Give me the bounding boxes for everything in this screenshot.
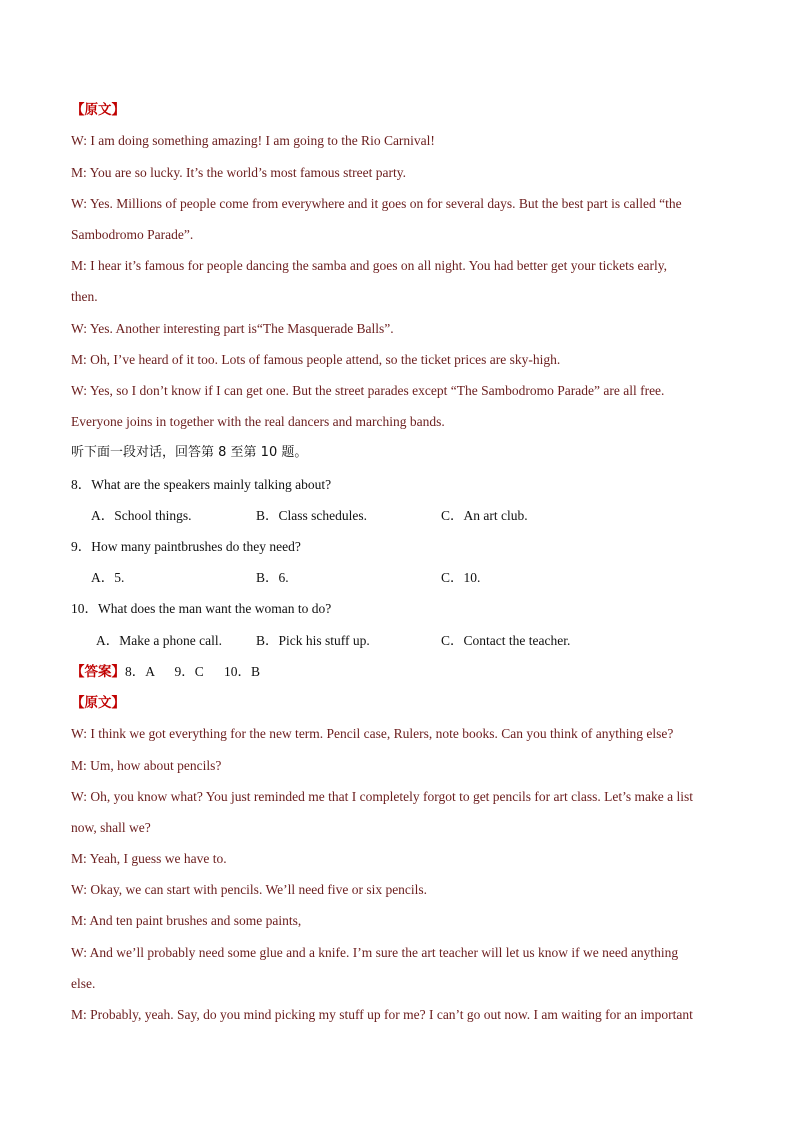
listening-instruction: 听下面一段对话，回答第 8 至第 10 题。 bbox=[71, 445, 308, 460]
question-9-option-c: C．10. bbox=[441, 570, 481, 585]
transcript-line: M: You are so lucky. It’s the world’s most famous street party. bbox=[71, 165, 406, 180]
transcript-line: M: I hear it’s famous for people dancing the samba and goes on all night. You had better get your tickets early, bbox=[71, 258, 667, 273]
transcript-line: W: Okay, we can start with pencils. We’ll need five or six pencils. bbox=[71, 882, 428, 897]
question-10-stem: 10．What does the man want the woman to do? bbox=[71, 601, 332, 616]
question-8-stem: 8．What are the speakers mainly talking about? bbox=[71, 477, 332, 492]
transcript-line: W: I think we got everything for the new term. Pencil case, Rulers, note books. Can you think of anything else? bbox=[71, 726, 674, 741]
question-10-option-c: C．Contact the teacher. bbox=[441, 633, 571, 648]
transcript-line: else. bbox=[71, 976, 96, 991]
answer-line bbox=[71, 663, 260, 681]
transcript-line: W: I am doing something amazing! I am going to the Rio Carnival! bbox=[71, 133, 435, 148]
answer-text: 8．A 9．C 10．B bbox=[125, 664, 261, 679]
question-9-option-b: B．6. bbox=[256, 570, 289, 585]
question-8-option-b: B．Class schedules. bbox=[256, 508, 367, 523]
question-9-stem: 9．How many paintbrushes do they need? bbox=[71, 539, 301, 554]
transcript-line: W: Yes. Another interesting part is“The Masquerade Balls”. bbox=[71, 321, 394, 336]
transcript-line: now, shall we? bbox=[71, 820, 151, 835]
transcript-line: then. bbox=[71, 289, 98, 304]
section2-heading: 【原文】 bbox=[71, 695, 125, 711]
transcript-line: M: Probably, yeah. Say, do you mind picking my stuff up for me? I can’t go out now. I am waiting for an important bbox=[71, 1007, 693, 1022]
transcript-line: W: Yes. Millions of people come from everywhere and it goes on for several days. But the best part is called “the bbox=[71, 196, 682, 211]
transcript-line: M: Yeah, I guess we have to. bbox=[71, 851, 227, 866]
transcript-line: M: Oh, I’ve heard of it too. Lots of famous people attend, so the ticket prices are sky-high. bbox=[71, 352, 561, 367]
question-10-option-b: B．Pick his stuff up. bbox=[256, 633, 370, 648]
question-9-option-a: A．5. bbox=[91, 570, 125, 585]
transcript-line: W: And we’ll probably need some glue and a knife. I’m sure the art teacher will let us know if we need anything bbox=[71, 945, 679, 960]
section1-heading: 【原文】 bbox=[71, 102, 125, 118]
transcript-line: M: And ten paint brushes and some paints, bbox=[71, 913, 302, 928]
question-8-option-a: A．School things. bbox=[91, 508, 192, 523]
transcript-line: W: Yes, so I don’t know if I can get one. But the street parades except “The Sambodromo Parade” are all free. bbox=[71, 383, 665, 398]
transcript-line: Everyone joins in together with the real dancers and marching bands. bbox=[71, 414, 445, 429]
transcript-line: W: Oh, you know what? You just reminded me that I completely forgot to get pencils for art class. Let’s make a list bbox=[71, 789, 693, 804]
question-10-option-a: A．Make a phone call. bbox=[96, 633, 222, 648]
transcript-line: M: Um, how about pencils? bbox=[71, 758, 222, 773]
question-8-option-c: C．An art club. bbox=[441, 508, 528, 523]
answer-label: 【答案】 bbox=[71, 664, 125, 680]
transcript-line: Sambodromo Parade”. bbox=[71, 227, 194, 242]
